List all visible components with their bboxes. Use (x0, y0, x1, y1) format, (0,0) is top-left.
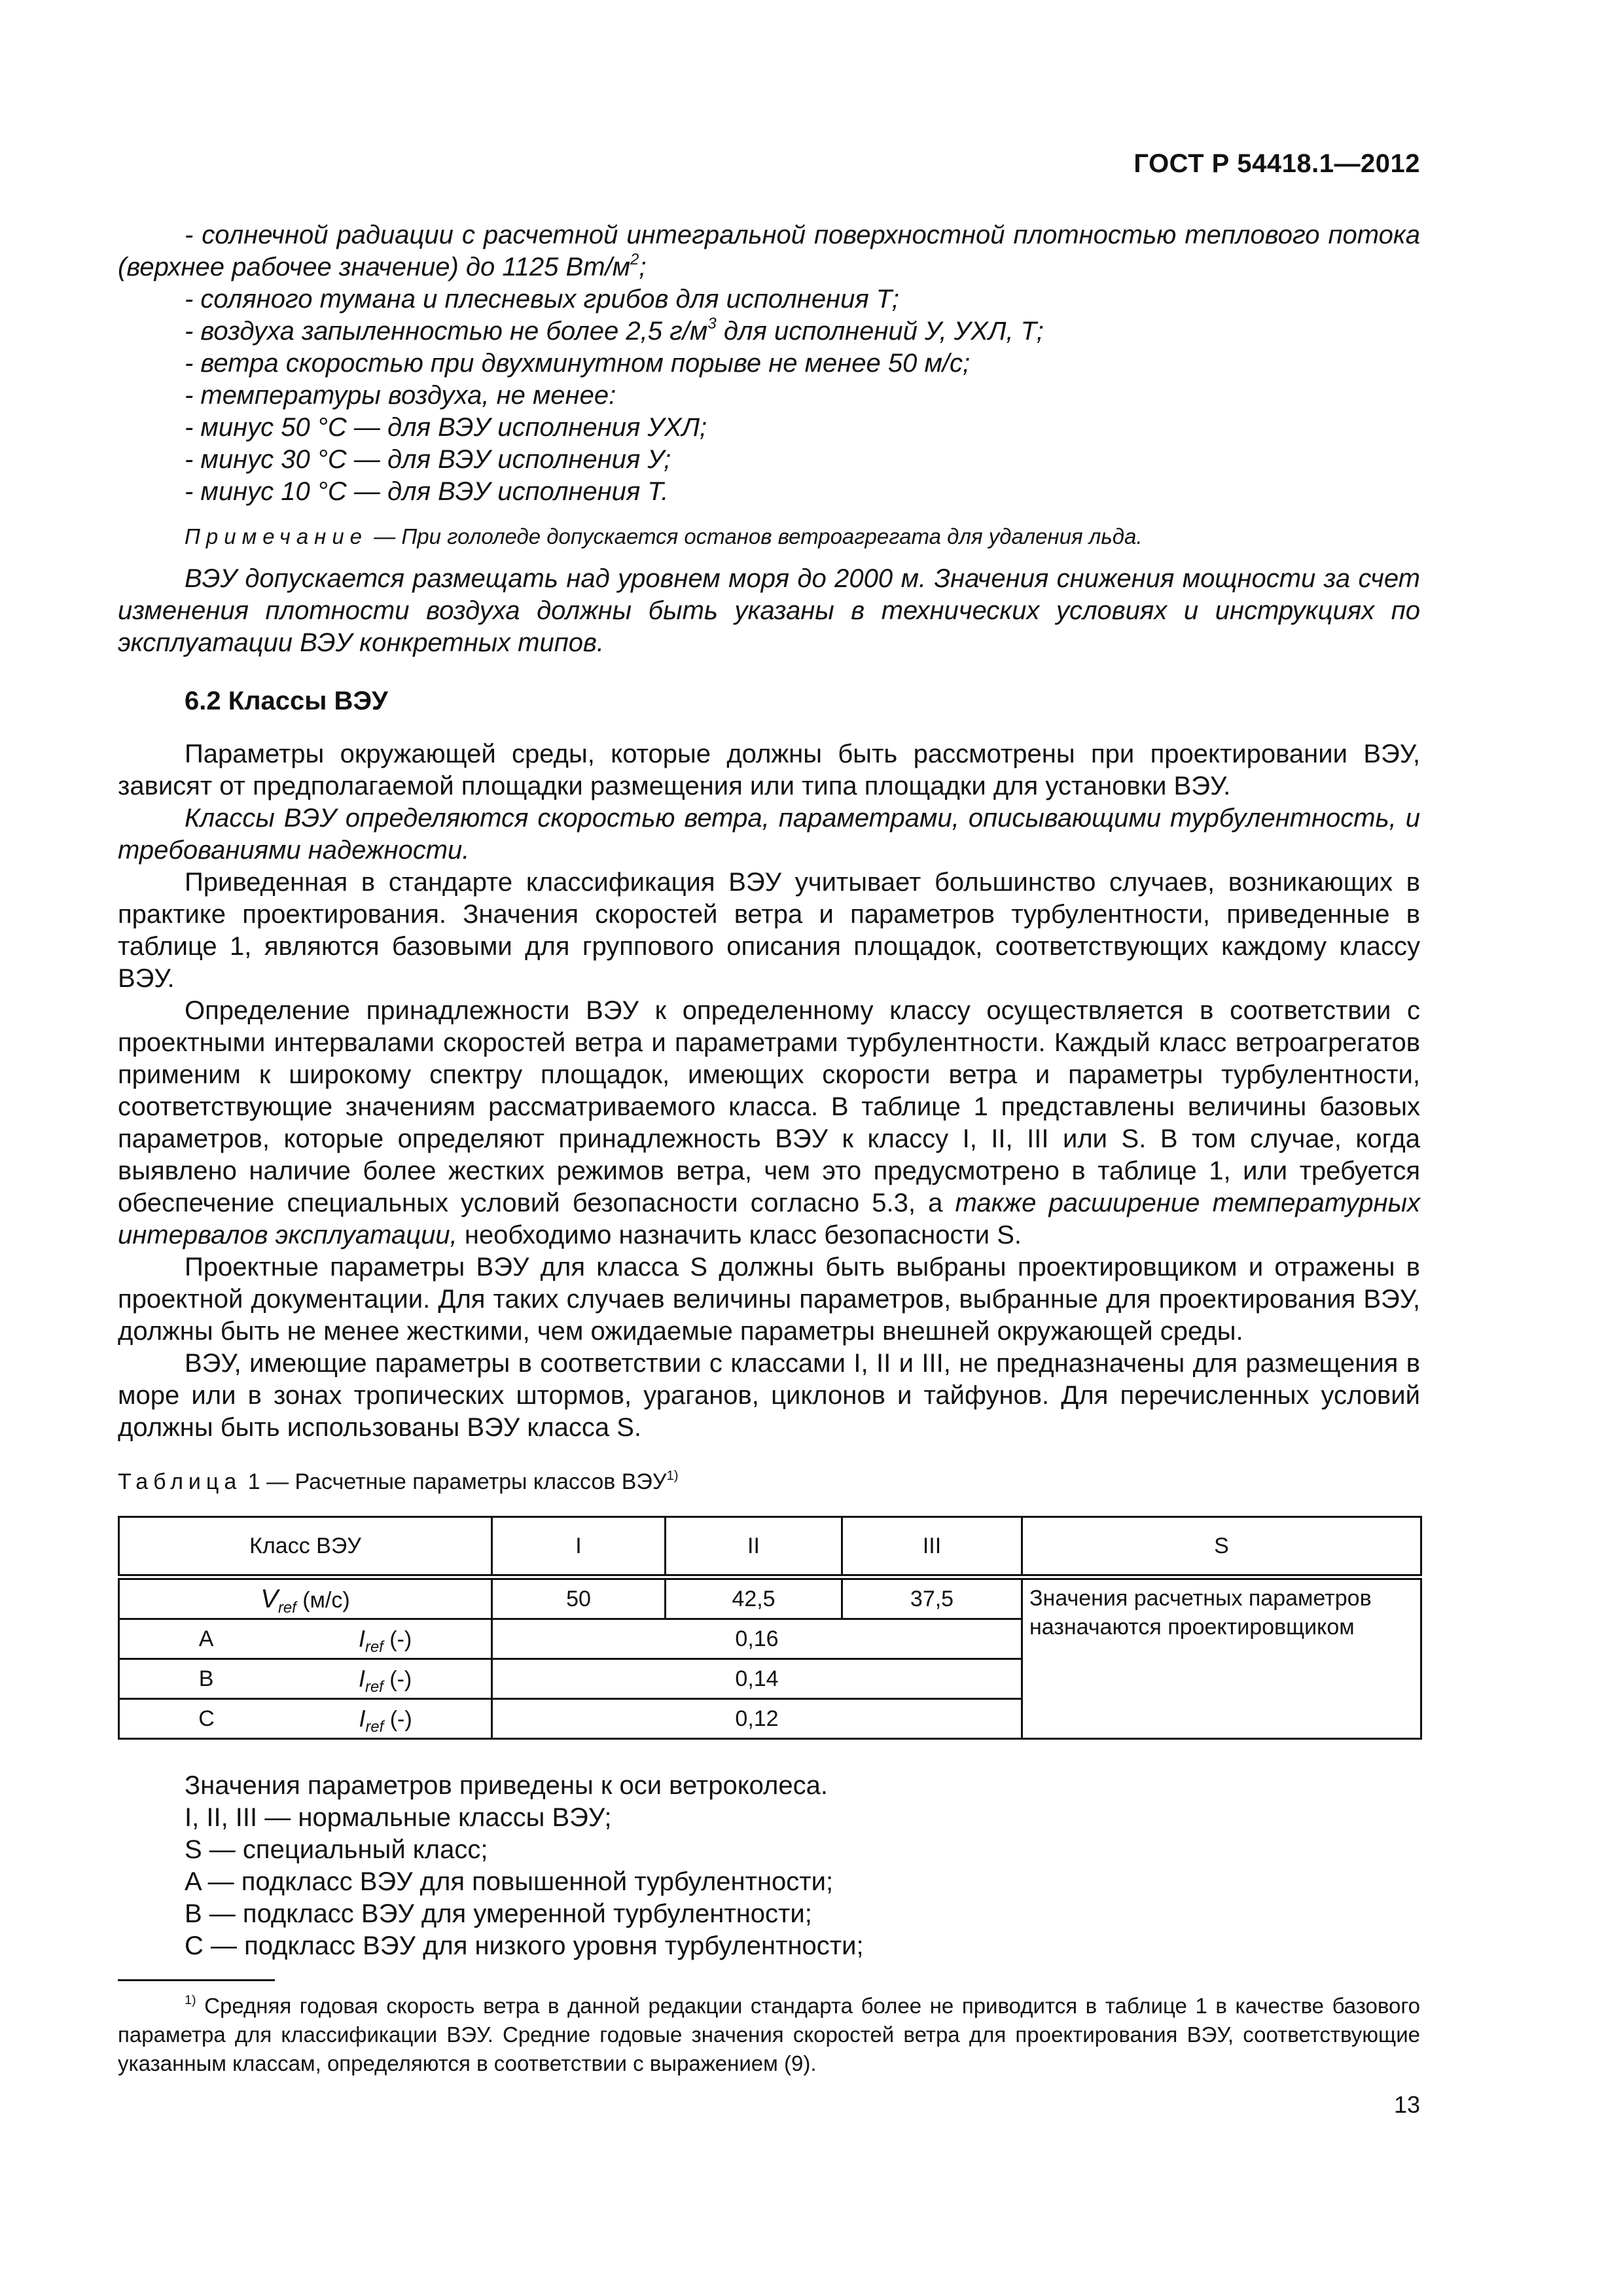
vref-label-cell: $V_{ref}$ (м/с) (119, 1577, 492, 1619)
paragraph: Определение принадлежности ВЭУ к определенному классу осуществляется в соответствии с проектными интервалами скоростей ветра и параметрами турбулентности. Каждый класс ветроагрегатов применим к широкому спектру площадок, имеющих скорости ветра и параметры турбулентности, соответствующие значениям рассматриваемого класса. В таблице 1 представлены величины базовых параметров, которые определяют принадлежность ВЭУ к классу I, II, III или S. В том случае, когда выявлено наличие более жестких режимов ветра, чем это предусмотрено в таблице 1, или требуется обеспечение специальных условий безопасности согласно 5.3, а также расширение температурных интервалов эксплуатации, необходимо назначить класс безопасности S. (118, 996, 1420, 1249)
table-cell: 0,12 (492, 1699, 1022, 1739)
table-cell: 37,5 (842, 1577, 1022, 1619)
table-header-cell: Класс ВЭУ (119, 1517, 492, 1577)
condition-item: - минус 30 °С — для ВЭУ исполнения У; (185, 445, 671, 474)
footnote: $^{1)}$ Средняя годовая скорость ветра в данной редакции стандарта более не приводится в таблице 1 в качестве базового параметра для классификации ВЭУ. Средние годовые значения скоростей ветра для проектирования ВЭУ, соответствующие указанным классам, определяются в соответствии с выражением (9). (118, 1993, 1420, 2075)
table-header-cell: II (666, 1517, 842, 1577)
condition-item: - температуры воздуха, не менее: (185, 381, 616, 410)
table-cell: 50 (492, 1577, 666, 1619)
paragraph: Параметры окружающей среды, которые должны быть рассмотрены при проектировании ВЭУ, зависят от предполагаемой площадки размещения или типа площадки для установки ВЭУ. (118, 740, 1420, 800)
legend-item: I, II, III — нормальные классы ВЭУ; (185, 1803, 612, 1832)
legend-item: C — подкласс ВЭУ для низкого уровня турбулентности; (185, 1931, 864, 1960)
legend-item: A — подкласс ВЭУ для повышенной турбулентности; (185, 1867, 834, 1896)
table-header-row (119, 1517, 1421, 1577)
table-legend (118, 1770, 1420, 1962)
iref-label-cell: C $I_{ref}$ (-) (119, 1699, 492, 1739)
table-header-cell: III (842, 1517, 1022, 1577)
iref-label-cell: A $I_{ref}$ (-) (119, 1619, 492, 1659)
table-cell: 0,14 (492, 1659, 1022, 1699)
footnote-divider (118, 1979, 275, 1981)
iref-label-cell: B $I_{ref}$ (-) (119, 1659, 492, 1699)
note (185, 522, 1420, 551)
conditions-list (118, 219, 1420, 508)
condition-item: - соляного тумана и плесневых грибов для исполнения Т; (185, 285, 899, 314)
page-number: 13 (1393, 2091, 1420, 2118)
table-row (119, 1577, 1421, 1619)
condition-item: - солнечной радиации с расчетной интегральной поверхностной плотностью теплового потока (верхнее рабочее значение) до 1125 $Вт/м^2$; (118, 221, 1420, 281)
section-title: 6.2 Классы ВЭУ (185, 687, 388, 715)
s-class-cell: Значения расчетных параметров назначаются проектировщиком (1022, 1577, 1421, 1739)
condition-item: - минус 50 °С — для ВЭУ исполнения УХЛ; (185, 413, 707, 442)
table-header-cell: I (492, 1517, 666, 1577)
table-cell: 0,16 (492, 1619, 1022, 1659)
paragraph: ВЭУ, имеющие параметры в соответствии с классами I, II и III, не предназначены для размещения в море или в зонах тропических штормов, ураганов, циклонов и тайфунов. Для перечисленных условий должны быть использованы ВЭУ класса S. (118, 1349, 1420, 1442)
table-cell: 42,5 (666, 1577, 842, 1619)
table-header-cell: S (1022, 1517, 1421, 1577)
condition-item: - ветра скоростью при двухминутном порыве не менее 50 м/с; (185, 349, 971, 378)
altitude-paragraph: ВЭУ допускается размещать над уровнем моря до 2000 м. Значения снижения мощности за счет изменения плотности воздуха должны быть указаны в технических условиях и инструкциях по эксплуатации ВЭУ конкретных типов. (118, 564, 1420, 657)
paragraph: Проектные параметры ВЭУ для класса S должны быть выбраны проектировщиком и отражены в проектной документации. Для таких случаев величины параметров, выбранные для проектирования ВЭУ, должны быть не менее жесткими, чем ожидаемые параметры внешней окружающей среды. (118, 1253, 1420, 1346)
paragraph: Приведенная в стандарте классификация ВЭУ учитывает большинство случаев, возникающих в практике проектирования. Значения скоростей ветра и параметров турбулентности, приведенные в таблице 1, являются базовыми для группового описания площадок, соответствующих каждому классу ВЭУ. (118, 868, 1420, 993)
page-content (118, 219, 1420, 2078)
legend-item: S — специальный класс; (185, 1835, 488, 1864)
note-text: — При гололеде допускается останов ветроагрегата для удаления льда. (368, 524, 1143, 548)
document-header: ГОСТ Р 54418.1—2012 (1133, 149, 1420, 178)
legend-item: Значения параметров приведены к оси ветроколеса. (185, 1771, 828, 1800)
class-parameters-table (118, 1516, 1422, 1740)
legend-item: B — подкласс ВЭУ для умеренной турбулентности; (185, 1899, 812, 1928)
table-caption: Таблица 1 — Расчетные параметры классов ВЭУ$^{1)}$ (118, 1468, 679, 1494)
condition-item: - минус 10 °С — для ВЭУ исполнения Т. (185, 477, 669, 506)
note-label: Примечание (185, 524, 368, 548)
condition-item: - воздуха запыленностью не более 2,5 $г/м^3$ для исполнений У, УХЛ, Т; (185, 315, 1044, 346)
paragraph: Классы ВЭУ определяются скоростью ветра, параметрами, описывающими турбулентность, и требованиями надежности. (118, 804, 1420, 865)
